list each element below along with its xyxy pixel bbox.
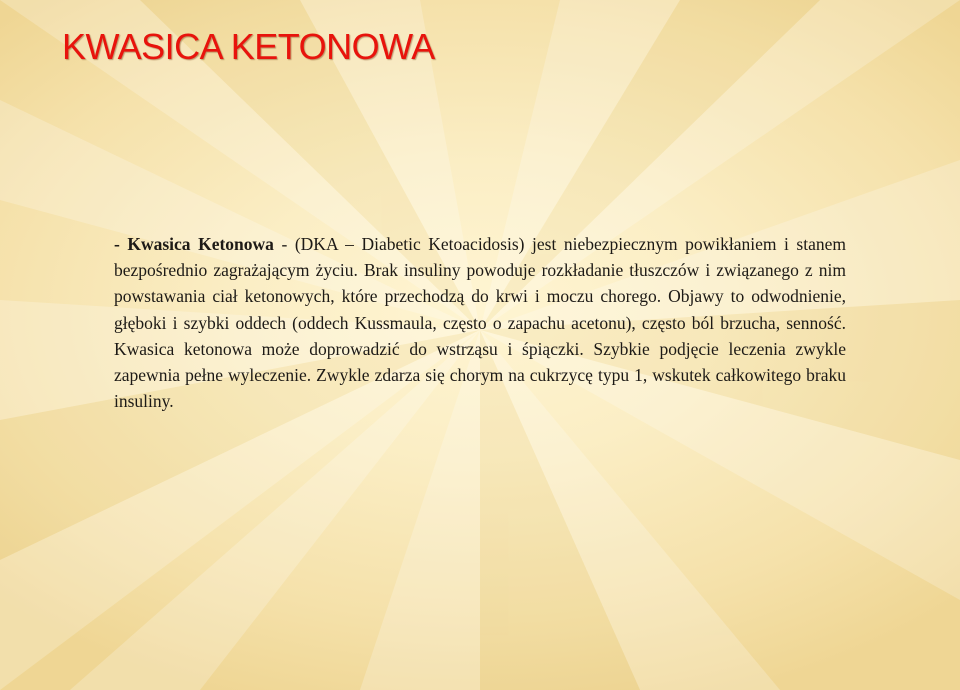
slide-title: KWASICA KETONOWA xyxy=(62,26,435,67)
paragraph-lead: - Kwasica Ketonowa xyxy=(114,234,274,254)
paragraph-text: - (DKA – Diabetic Ketoacidosis) jest niebezpiecznym powikłaniem i stanem bezpośrednio zagrażającym życiu. Brak insuliny powoduje rozkładanie tłuszczów i związanego z nim powstawania ciał ketonowych, które przechodzą do krwi i moczu chorego. Objawy to odwodnienie, głęboki i szybki oddech (oddech Kussmaula, często o zapachu acetonu), często ból brzucha, senność. Kwasica ketonowa może doprowadzić do wstrząsu i śpiączki. Szybkie podjęcie leczenia zwykle zapewnia pełne wyleczenie. Zwykle zdarza się chorym na cukrzycę typu 1, wskutek całkowitego braku insuliny. xyxy=(114,234,846,412)
slide-paragraph xyxy=(114,231,846,414)
